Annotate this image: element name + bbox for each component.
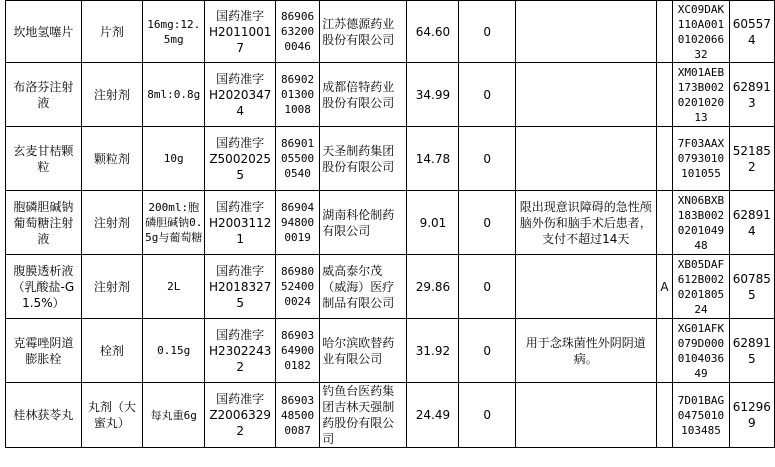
id-cell: 628913 bbox=[729, 63, 774, 127]
dosage-form-cell: 栓剂 bbox=[81, 319, 142, 383]
approval-prefix: 国药准字 bbox=[216, 71, 265, 86]
price-cell: 29.86 bbox=[407, 255, 459, 319]
dosage-form-cell: 片剂 bbox=[81, 1, 142, 63]
approval-prefix: 国药准字 bbox=[216, 8, 265, 23]
approval-number: H20031121 bbox=[208, 215, 272, 246]
dosage-form-cell: 注射剂 bbox=[81, 63, 142, 127]
restriction-cell bbox=[515, 255, 656, 319]
price-cell: 14.78 bbox=[407, 127, 459, 191]
approval-number: H23022432 bbox=[208, 343, 272, 374]
price-cell: 64.60 bbox=[407, 1, 459, 63]
approval-cell bbox=[205, 319, 276, 383]
id-cell: 607855 bbox=[729, 255, 774, 319]
drug-code-cell: 86903649000182 bbox=[275, 319, 319, 383]
drug-code-cell: 86980524000024 bbox=[275, 255, 319, 319]
approval-cell bbox=[205, 383, 276, 448]
id-cell: 521852 bbox=[729, 127, 774, 191]
company-cell: 江苏德源药业股份有限公司 bbox=[320, 1, 407, 63]
medical-code-cell: 7D01BAG0475010103485 bbox=[673, 383, 729, 448]
id-cell: 605574 bbox=[729, 1, 774, 63]
medical-code-cell: XN06BXB183B002020104948 bbox=[673, 191, 729, 255]
table-row bbox=[6, 191, 775, 255]
drug-name-cell: 桂林获苓丸 bbox=[6, 383, 82, 448]
drug-code-cell: 86906632000046 bbox=[275, 1, 319, 63]
quantity-cell: 0 bbox=[459, 319, 515, 383]
company-cell: 威高泰尔茂（威海）医疗制品有限公司 bbox=[320, 255, 407, 319]
medical-code-cell: XM01AEB173B002020102013 bbox=[673, 63, 729, 127]
company-cell: 天圣制药集团股份有限公司 bbox=[320, 127, 407, 191]
quantity-cell: 0 bbox=[459, 255, 515, 319]
approval-number: H20110017 bbox=[208, 24, 272, 55]
flag-cell bbox=[656, 63, 673, 127]
medical-code-cell: 7F03AAX0793010101055 bbox=[673, 127, 729, 191]
spec-cell: 0.15g bbox=[143, 319, 205, 383]
restriction-cell bbox=[515, 63, 656, 127]
approval-prefix: 国药准字 bbox=[216, 135, 265, 150]
quantity-cell: 0 bbox=[459, 383, 515, 448]
approval-prefix: 国药准字 bbox=[216, 392, 265, 406]
spec-cell: 8ml:0.8g bbox=[143, 63, 205, 127]
table-row bbox=[6, 1, 775, 63]
quantity-cell: 0 bbox=[459, 1, 515, 63]
quantity-cell: 0 bbox=[459, 63, 515, 127]
drug-name-cell: 布洛芬注射液 bbox=[6, 63, 82, 127]
flag-cell bbox=[656, 383, 673, 448]
drug-code-cell: 86902013001008 bbox=[275, 63, 319, 127]
approval-number: Z50020255 bbox=[209, 151, 271, 182]
table-row bbox=[6, 383, 775, 448]
company-cell: 哈尔滨欧替药业有限公司 bbox=[320, 319, 407, 383]
approval-prefix: 国药准字 bbox=[216, 327, 265, 342]
medical-code-cell: XC09DAK110A001010206632 bbox=[673, 1, 729, 63]
drug-name-cell: 腹膜透析液（乳酸盐-G1.5%） bbox=[6, 255, 82, 319]
approval-cell bbox=[205, 63, 276, 127]
flag-cell bbox=[656, 319, 673, 383]
spec-cell: 200ml:胞磷胆碱钠0.5g与葡萄糖 bbox=[143, 191, 205, 255]
restriction-cell bbox=[515, 127, 656, 191]
dosage-form-cell: 注射剂 bbox=[81, 255, 142, 319]
dosage-form-cell: 注射剂 bbox=[81, 191, 142, 255]
drug-name-cell: 胞磷胆碱钠葡萄糖注射液 bbox=[6, 191, 82, 255]
quantity-cell: 0 bbox=[459, 127, 515, 191]
drug-code-cell: 86903485000087 bbox=[275, 383, 319, 448]
restriction-cell bbox=[515, 383, 656, 448]
spec-cell: 每丸重6g bbox=[143, 383, 205, 448]
medical-code-cell: XG01AFK079D000010403649 bbox=[673, 319, 729, 383]
approval-cell bbox=[205, 191, 276, 255]
drug-name-cell: 克霉唑阴道膨胀栓 bbox=[6, 319, 82, 383]
flag-cell bbox=[656, 191, 673, 255]
spec-cell: 10g bbox=[143, 127, 205, 191]
price-cell: 24.49 bbox=[407, 383, 459, 448]
drug-name-cell: 玄麦甘桔颗粒 bbox=[6, 127, 82, 191]
flag-cell bbox=[656, 1, 673, 63]
id-cell: 628915 bbox=[729, 319, 774, 383]
spec-cell: 2L bbox=[143, 255, 205, 319]
flag-cell bbox=[656, 127, 673, 191]
approval-number: H20203474 bbox=[208, 87, 272, 118]
price-cell: 9.01 bbox=[407, 191, 459, 255]
price-cell: 31.92 bbox=[407, 319, 459, 383]
restriction-cell: 用于念珠菌性外阴阴道病。 bbox=[515, 319, 656, 383]
dosage-form-cell: 颗粒剂 bbox=[81, 127, 142, 191]
approval-cell bbox=[205, 127, 276, 191]
company-cell: 湖南科伦制药有限公司 bbox=[320, 191, 407, 255]
restriction-cell bbox=[515, 1, 656, 63]
flag-cell: A bbox=[656, 255, 673, 319]
drug-code-cell: 86901055000540 bbox=[275, 127, 319, 191]
approval-cell bbox=[205, 1, 276, 63]
drug-name-cell: 坎地氢噻片 bbox=[6, 1, 82, 63]
id-cell: 628914 bbox=[729, 191, 774, 255]
dosage-form-cell: 丸剂（大蜜丸） bbox=[81, 383, 142, 448]
medical-code-cell: XB05DAF612B002020180524 bbox=[673, 255, 729, 319]
approval-prefix: 国药准字 bbox=[216, 199, 265, 214]
table-row bbox=[6, 319, 775, 383]
approval-number: Z20063292 bbox=[209, 408, 271, 438]
spec-cell: 16mg:12.5mg bbox=[143, 1, 205, 63]
approval-cell bbox=[205, 255, 276, 319]
price-cell: 34.99 bbox=[407, 63, 459, 127]
company-cell: 成都倍特药业股份有限公司 bbox=[320, 63, 407, 127]
quantity-cell: 0 bbox=[459, 191, 515, 255]
drug-code-cell: 86904948000019 bbox=[275, 191, 319, 255]
id-cell: 612969 bbox=[729, 383, 774, 448]
company-cell: 钓鱼台医药集团吉林天强制药股份有限公司 bbox=[320, 383, 407, 448]
table-row bbox=[6, 63, 775, 127]
approval-prefix: 国药准字 bbox=[216, 263, 265, 278]
approval-number: H20183275 bbox=[208, 279, 272, 310]
restriction-cell: 限出现意识障碍的急性颅脑外伤和脑手术后患者，支付不超过14天 bbox=[515, 191, 656, 255]
drug-table bbox=[5, 0, 775, 448]
table-row bbox=[6, 127, 775, 191]
table-row bbox=[6, 255, 775, 319]
